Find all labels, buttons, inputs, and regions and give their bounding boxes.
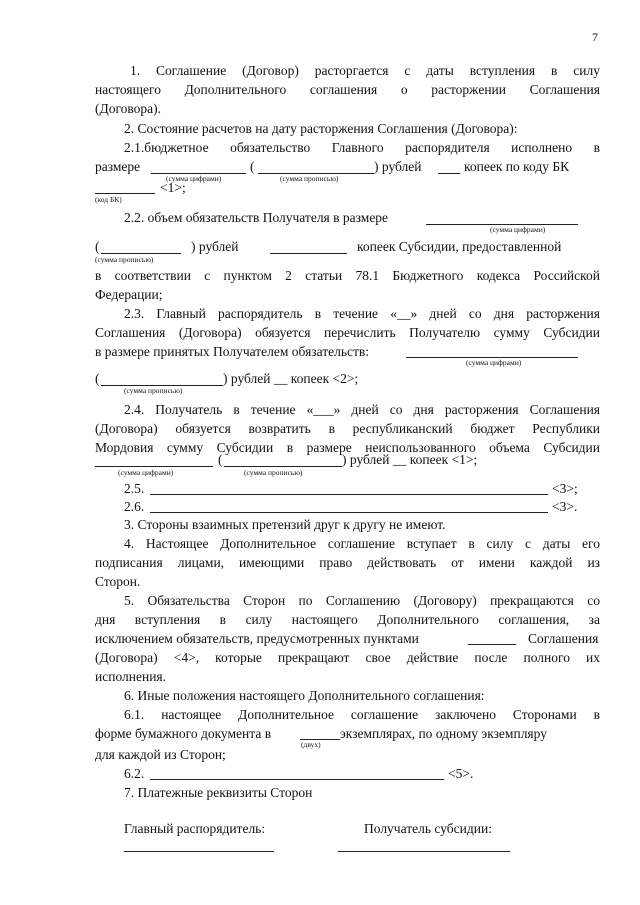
clause-4-line-3: Сторон. (95, 574, 141, 589)
hint-sum-digits-3: (сумма цифрами) (466, 358, 522, 367)
signature-label-recipient: Получатель субсидии: (364, 821, 492, 836)
clause-5-line-3-end: Соглашения (528, 631, 599, 646)
clause-1-line-3: (Договора). (95, 101, 162, 116)
clause-1-line-2: настоящего Дополнительного соглашения о расторжении Соглашения (95, 82, 600, 97)
clause-6-2-label: 6.2. (124, 766, 145, 781)
open-paren-2: ( (95, 239, 100, 254)
kbk-label: копеек по коду БК (464, 159, 570, 174)
signature-line-recipient (338, 851, 510, 852)
open-paren: ( (250, 159, 255, 174)
signature-line-chief (124, 851, 274, 852)
hint-sum-digits-4: (сумма цифрами) (118, 468, 174, 477)
blank-kopecks (438, 173, 460, 174)
rubles-kopecks-label-4: ) рублей __ копеек <1>; (342, 452, 478, 467)
clause-5-line-1: 5. Обязательства Сторон по Соглашению (Договору) прекращаются со (124, 593, 600, 608)
hint-sum-words-4: (сумма прописью) (244, 468, 303, 477)
blank-obligations-words (101, 253, 181, 254)
blank-clause-6-2 (150, 779, 444, 780)
clause-2-2-line-3: в соответствии с пунктом 2 статьи 78.1 Бюджетного кодекса Российской (95, 268, 600, 283)
page-number: 7 (592, 30, 598, 44)
clause-2-heading: 2. Состояние расчетов на дату расторжения Соглашения (Договора): (124, 121, 518, 136)
footnote-ref-1: <1>; (160, 180, 186, 195)
hint-sum-words-3: (сумма прописью) (124, 386, 183, 395)
blank-return-words (224, 466, 342, 467)
hint-sum-digits: (сумма цифрами) (166, 174, 222, 183)
blank-clause-2-5 (150, 494, 548, 495)
open-paren-3: ( (95, 371, 100, 386)
rubles-kopecks-label-3: ) рублей __ копеек <2>; (223, 371, 359, 386)
clause-6-heading: 6. Иные положения настоящего Дополнительного соглашения: (124, 688, 485, 703)
clause-2-3-line-2: Соглашения (Договора) обязуется перечислить Получателю сумму Субсидии (95, 325, 600, 340)
clause-2-3-line-3: в размере принятых Получателем обязательств: (95, 344, 370, 359)
clause-7-heading: 7. Платежные реквизиты Сторон (124, 785, 313, 800)
hint-sum-words: (сумма прописью) (280, 174, 339, 183)
hint-sum-digits-2: (сумма цифрами) (490, 225, 546, 234)
blank-kopecks-2 (270, 253, 347, 254)
clause-5-line-3-start: исключением обязательств, предусмотренных пунктами (95, 631, 419, 646)
clause-6-1-line-2-start: форме бумажного документа в (95, 726, 272, 741)
clause-2-1-size-label: размере (95, 159, 141, 174)
hint-two: (двух) (301, 740, 321, 749)
footnote-ref-3a: <3>; (552, 481, 578, 496)
clause-6-1-line-2-end: экземплярах, по одному экземпляру (340, 726, 547, 741)
signature-label-chief: Главный распорядитель: (124, 821, 266, 836)
clause-2-2-line-1: 2.2. объем обязательств Получателя в размере (124, 210, 389, 225)
open-paren-4: ( (218, 452, 223, 467)
clause-2-4-line-3: Мордовия сумму Субсидии в размере неиспользованного объема Субсидии (95, 440, 600, 455)
blank-kbk (95, 193, 155, 194)
clause-2-6-label: 2.6. (124, 499, 145, 514)
hint-sum-words-2: (сумма прописью) (95, 255, 154, 264)
blank-clause-numbers (468, 644, 516, 645)
clause-5-line-4: (Договора) <4>, которые прекращают свое действие после полного их (95, 650, 600, 665)
clause-3: 3. Стороны взаимных претензий друг к другу не имеют. (124, 517, 446, 532)
rubles-label-2: ) рублей (191, 239, 239, 254)
blank-return-digits (95, 466, 213, 467)
clause-4-line-2: подписания лицами, имеющими право действовать от имени каждой из (95, 555, 600, 570)
blank-clause-2-6 (150, 512, 548, 513)
clause-5-line-2: дня вступления в силу настоящего Дополнительного соглашения, за (95, 612, 600, 627)
footnote-ref-5: <5>. (448, 766, 474, 781)
clause-2-4-line-2: (Договора) обязуется возвратить в республиканский бюджет Республики (95, 421, 600, 436)
footnote-ref-3b: <3>. (552, 499, 578, 514)
clause-5-line-5: исполнения. (95, 669, 167, 684)
kopecks-subsidy-label: копеек Субсидии, предоставленной (357, 239, 562, 254)
clause-1-line-1: 1. Соглашение (Договор) расторгается с даты вступления в силу (130, 63, 600, 78)
clause-2-2-line-4: Федерации; (95, 287, 163, 302)
clause-2-3-line-1: 2.3. Главный распорядитель в течение «__» дней со дня расторжения (124, 306, 600, 321)
hint-kbk: (код БК) (95, 195, 122, 204)
clause-6-1-line-1: 6.1. настоящее Дополнительное соглашение заключено Сторонами в (124, 707, 600, 722)
clause-2-1-line-1: 2.1.бюджетное обязательство Главного распорядителя исполнено в (124, 140, 600, 155)
clause-4-line-1: 4. Настоящее Дополнительное соглашение вступает в силу с даты его (124, 536, 600, 551)
rubles-label: ) рублей (374, 159, 422, 174)
clause-6-1-line-3: для каждой из Сторон; (95, 747, 226, 762)
clause-2-4-line-1: 2.4. Получатель в течение «___» дней со дня расторжения Соглашения (124, 402, 600, 417)
clause-2-5-label: 2.5. (124, 481, 145, 496)
